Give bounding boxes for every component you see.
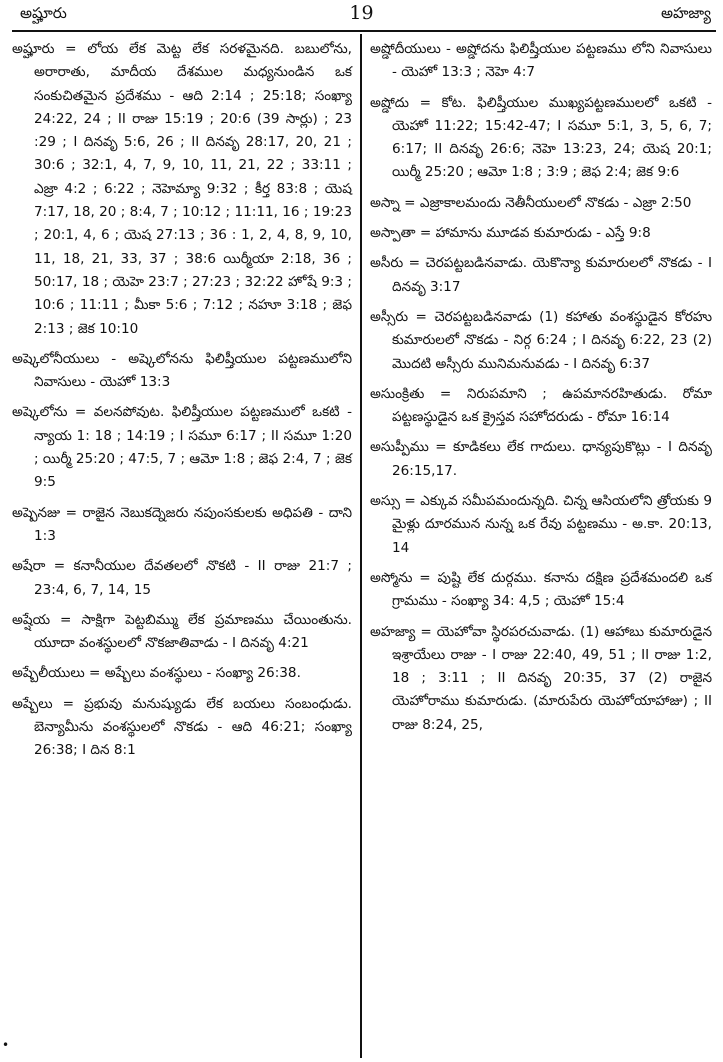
- page-header: [0, 0, 723, 30]
- dictionary-entry: అసీరు = చెరపట్టబడినవాడు. యెకొన్యా కుమారులలో నొకడు - I దినవృ 3:17: [370, 255, 712, 295]
- dictionary-entry: అష్కెలోను = వలనపోవుట. ఫిలిష్తీయుల పట్టణములో ఒకటి - న్యాయ 1: 18 ; 14:19 ; I సమూ 6:17 ; II సమూ 1:20 ; యిర్మీ 25:20 ; 47:5, 7 ; ఆమో 1:8 ; జెఫ 2:4, 7 ; జెక 9:5: [12, 404, 352, 491]
- left-column: [12, 38, 352, 770]
- dictionary-entry: అష్కెలోనీయులు - అష్కెలోనను ఫిలిష్తీయుల పట్టణములోని నివాసులు - యెహో 13:3: [12, 350, 352, 391]
- dictionary-entry: అస్సు = ఎక్కువ సమీపమందున్నది. చిన్న ఆసియలోని త్రోయకు 9 మైళ్లు దూరమున నున్న ఒక రేవు పట్టణము - అ.కా. 20:13, 14: [370, 493, 712, 556]
- header-rule: [12, 30, 716, 32]
- dictionary-entry: అస్పాతా = హామాను మూడవ కుమారుడు - ఎస్తే 9:8: [370, 225, 651, 242]
- dictionary-entry: అష్డోదీయులు - అష్డోదను ఫిలిష్తీయుల పట్టణము లోని నివాసులు - యెహో 13:3 ; నెహె 4:7: [370, 41, 712, 81]
- dictionary-entry: అష్బేలు = ప్రభువు మనుష్యుడు లేక బయలు సంబంధుడు. బెన్యామీను వంశస్థులలో నొకడు - ఆది 46:21; సంఖ్యా 26:38; I దిన 8:1: [12, 695, 352, 759]
- dictionary-entry: అష్బేలీయులు = అష్బేలు వంశస్థులు - సంఖ్యా 26:38.: [12, 665, 301, 682]
- header-right-guideword: అహజ్యా: [660, 4, 711, 22]
- dictionary-entry: అస్సీరు = చెరపట్టబడినవాడు (1) కహాతు వంశస్థుడైన కోరహు కుమారులలో నొకడు - నిర్గ 6:24 ; I దినవృ 6:22, 23 (2) మొదటి అస్సీరు మునిమనువడు - I దినవృ 6:37: [370, 308, 712, 372]
- dictionary-entry: అష్పెనజు = రాజైన నెబుకద్నెజరు నపుంసకులకు అధిపతి - దాని 1:3: [12, 504, 352, 544]
- dictionary-entry: అషేరా = కనానీయుల దేవతలలో నొకటి - II రాజు 21:7 ; 23:4, 6, 7, 14, 15: [12, 558, 352, 598]
- dictionary-entry: అష్డోదు = కోట. ఫిలిష్తీయుల ముఖ్యపట్టణములలో ఒకటి - యెహో 11:22; 15:42-47; I సమూ 5:1, 3, 5, 6, 7; 6:17; II దినవృ 26:6; నెహె 13:23, 24; యెష 20:1; యిర్మీ 25:20 ; ఆమో 1:8 ; 3:9 ; జెఫ 2:4; జెక 9:6: [370, 94, 712, 181]
- header-left-guideword: అష్హూరు: [20, 4, 67, 22]
- dictionary-entry: అహజ్యా = యెహోవా స్థిరపరచువాడు. (1) ఆహాబు కుమారుడైన ఇశ్రాయేలు రాజు - I రాజు 22:40, 49, 51 ; II రాజు 1:2, 18 ; 3:11 ; II దినవృ 20:35, 37 (2) రాజైన యెహోరాము కుమారుడు. (మారుపేరు యెహోయాహాజు) ; II రాజు 8:24, 25,: [370, 623, 712, 733]
- dictionary-entry: అసుంక్రితు = నిరుపమాని ; ఉపమానరహితుడు. రోమా పట్టణస్థుడైన ఒక క్రైస్తవ సహోదరుడు - రోమా 16:14: [370, 385, 712, 426]
- dictionary-entry: అస్నా = ఎజ్రాకాలమందు నెతీనీయులలో నొకడు - ఎజ్రా 2:50: [370, 194, 692, 211]
- column-divider: [360, 34, 362, 1058]
- right-column: [370, 38, 712, 744]
- page-number: 19: [349, 2, 374, 24]
- dictionary-entry: అసుప్పీము = కూడికలు లేక గాదులు. ధాన్యపుకొట్లు - I దినవృ 26:15,17.: [370, 439, 712, 479]
- margin-mark: •: [2, 1038, 10, 1052]
- dictionary-entry: అష్హూరు = లోయ లేక మెట్ట లేక సరళమైనది. బబులోను, అరారాతు, మాదీయ దేశముల మధ్యనుండిన ఒక సంకుచితమైన ప్రదేశము - ఆది 2:14 ; 25:18; సంఖ్యా 24:22, 24 ; II రాజు 15:19 ; 20:6 (39 సార్లు) ; 23 :29 ; I దినవృ 5:6, 26 ; II దినవృ 28:17, 20, 21 ; 30:6 ; 32:1, 4, 7, 9, 10, 11, 21, 22 ; 33:11 ; ఎజ్రా 4:2 ; 6:22 ; నెహెమ్యా 9:32 ; కీర్త 83:8 ; యెష 7:17, 18, 20 ; 8:4, 7 ; 10:12 ; 11:11, 16 ; 19:23 ; 20:1, 4, 6 ; యెష 27:13 ; 36 : 1, 2, 4, 8, 9, 10, 11, 18, 21, 33, 37 ; 38:6 యిర్మీయా 2:18, 36 ; 50:17, 18 ; యెహె 23:7 ; 27:23 ; 32:22 హోషే 9:3 ; 10:6 ; 11:11 ; మీకా 5:6 ; 7:12 ; నహూ 3:18 ; జెఫ 2:13 ; జెక 10:10: [12, 41, 352, 337]
- dictionary-entry: అస్మోను = పుష్టి లేక దుర్గము. కనాను దక్షిణ ప్రదేశమందలి ఒక గ్రామము - సంఖ్యా 34: 4,5 ; యెహో 15:4: [370, 569, 712, 610]
- dictionary-entry: అష్షేయ = సాక్షిగా పెట్టబిమ్ము లేక ప్రమాణము చేయింతును. యూదా వంశస్థులలో నొకజాతివాడు - I దినవృ 4:21: [12, 611, 352, 652]
